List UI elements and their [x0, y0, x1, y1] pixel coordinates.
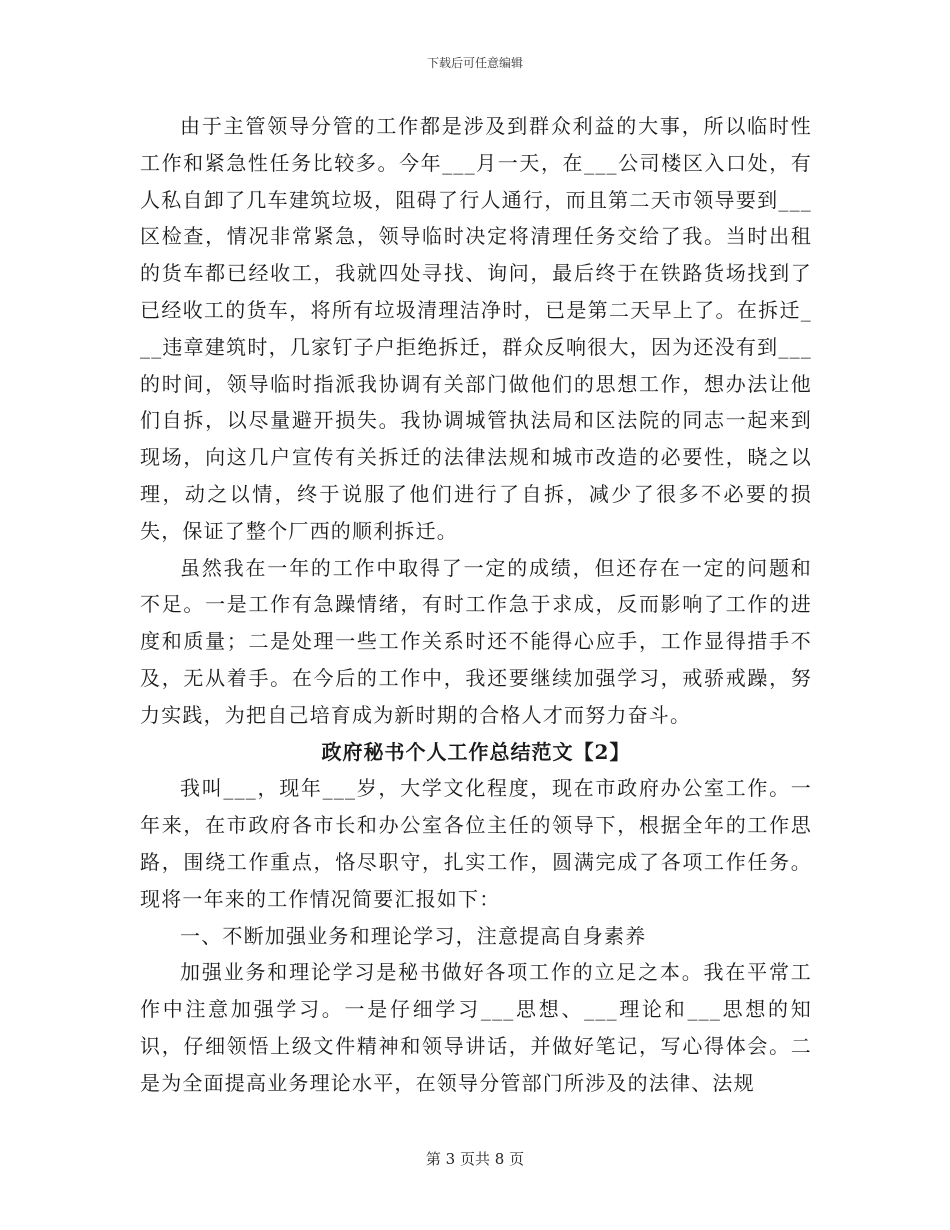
body-paragraph: 我叫___，现年___岁，大学文化程度，现在市政府办公室工作。一年来，在市政府各市长和办公室各位主任的领导下，根据全年的工作思路，围绕工作重点，恪尽职守，扎实工作，圆满完成了各项工作任务。现将一年来的工作情况简要汇报如下： — [140, 776, 812, 911]
body-paragraph: 虽然我在一年的工作中取得了一定的成绩，但还存在一定的问题和不足。一是工作有急躁情绪，有时工作急于求成，反而影响了工作的进度和质量；二是处理一些工作关系时还不能得心应手，工作显得措手不及，无从着手。在今后的工作中，我还要继续加强学习，戒骄戒躁，努力实践，为把自己培育成为新时期的合格人才而努力奋斗。 — [140, 555, 812, 727]
page-number: 第 3 页共 8 页 — [425, 1150, 525, 1168]
section-subheading: 一、不断加强业务和理论学习，注意提高自身素养 — [180, 923, 647, 948]
document-body — [140, 108, 812, 1102]
body-paragraph: 加强业务和理论学习是秘书做好各项工作的立足之本。我在平常工作中注意加强学习。一是仔细学习___思想、___理论和___思想的知识，仔细领悟上级文件精神和领导讲话，并做好笔记，写心得体会。二是为全面提高业务理论水平，在领导分管部门所涉及的法律、法规 — [140, 960, 812, 1095]
section-heading: 政府秘书个人工作总结范文【2】 — [321, 739, 631, 764]
body-paragraph: 由于主管领导分管的工作都是涉及到群众利益的大事，所以临时性工作和紧急性任务比较多。今年___月一天，在___公司楼区入口处，有人私自卸了几车建筑垃圾，阻碍了行人通行，而且第二天市领导要到___区检查，情况非常紧急，领导临时决定将清理任务交给了我。当时出租的货车都已经收工，我就四处寻找、询问，最后终于在铁路货场找到了已经收工的货车，将所有垃圾清理洁净时，已是第二天早上了。在拆迁___违章建筑时，几家钉子户拒绝拆迁，群众反响很大，因为还没有到___的时间，领导临时指派我协调有关部门做他们的思想工作，想办法让他们自拆，以尽量避开损失。我协调城管执法局和区法院的同志一起来到现场，向这几户宣传有关拆迁的法律法规和城市改造的必要性，晓之以理，动之以情，终于说服了他们进行了自拆，减少了很多不必要的损失，保证了整个厂西的顺利拆迁。 — [140, 114, 812, 543]
page-header: 下载后可任意编辑 — [426, 56, 523, 70]
